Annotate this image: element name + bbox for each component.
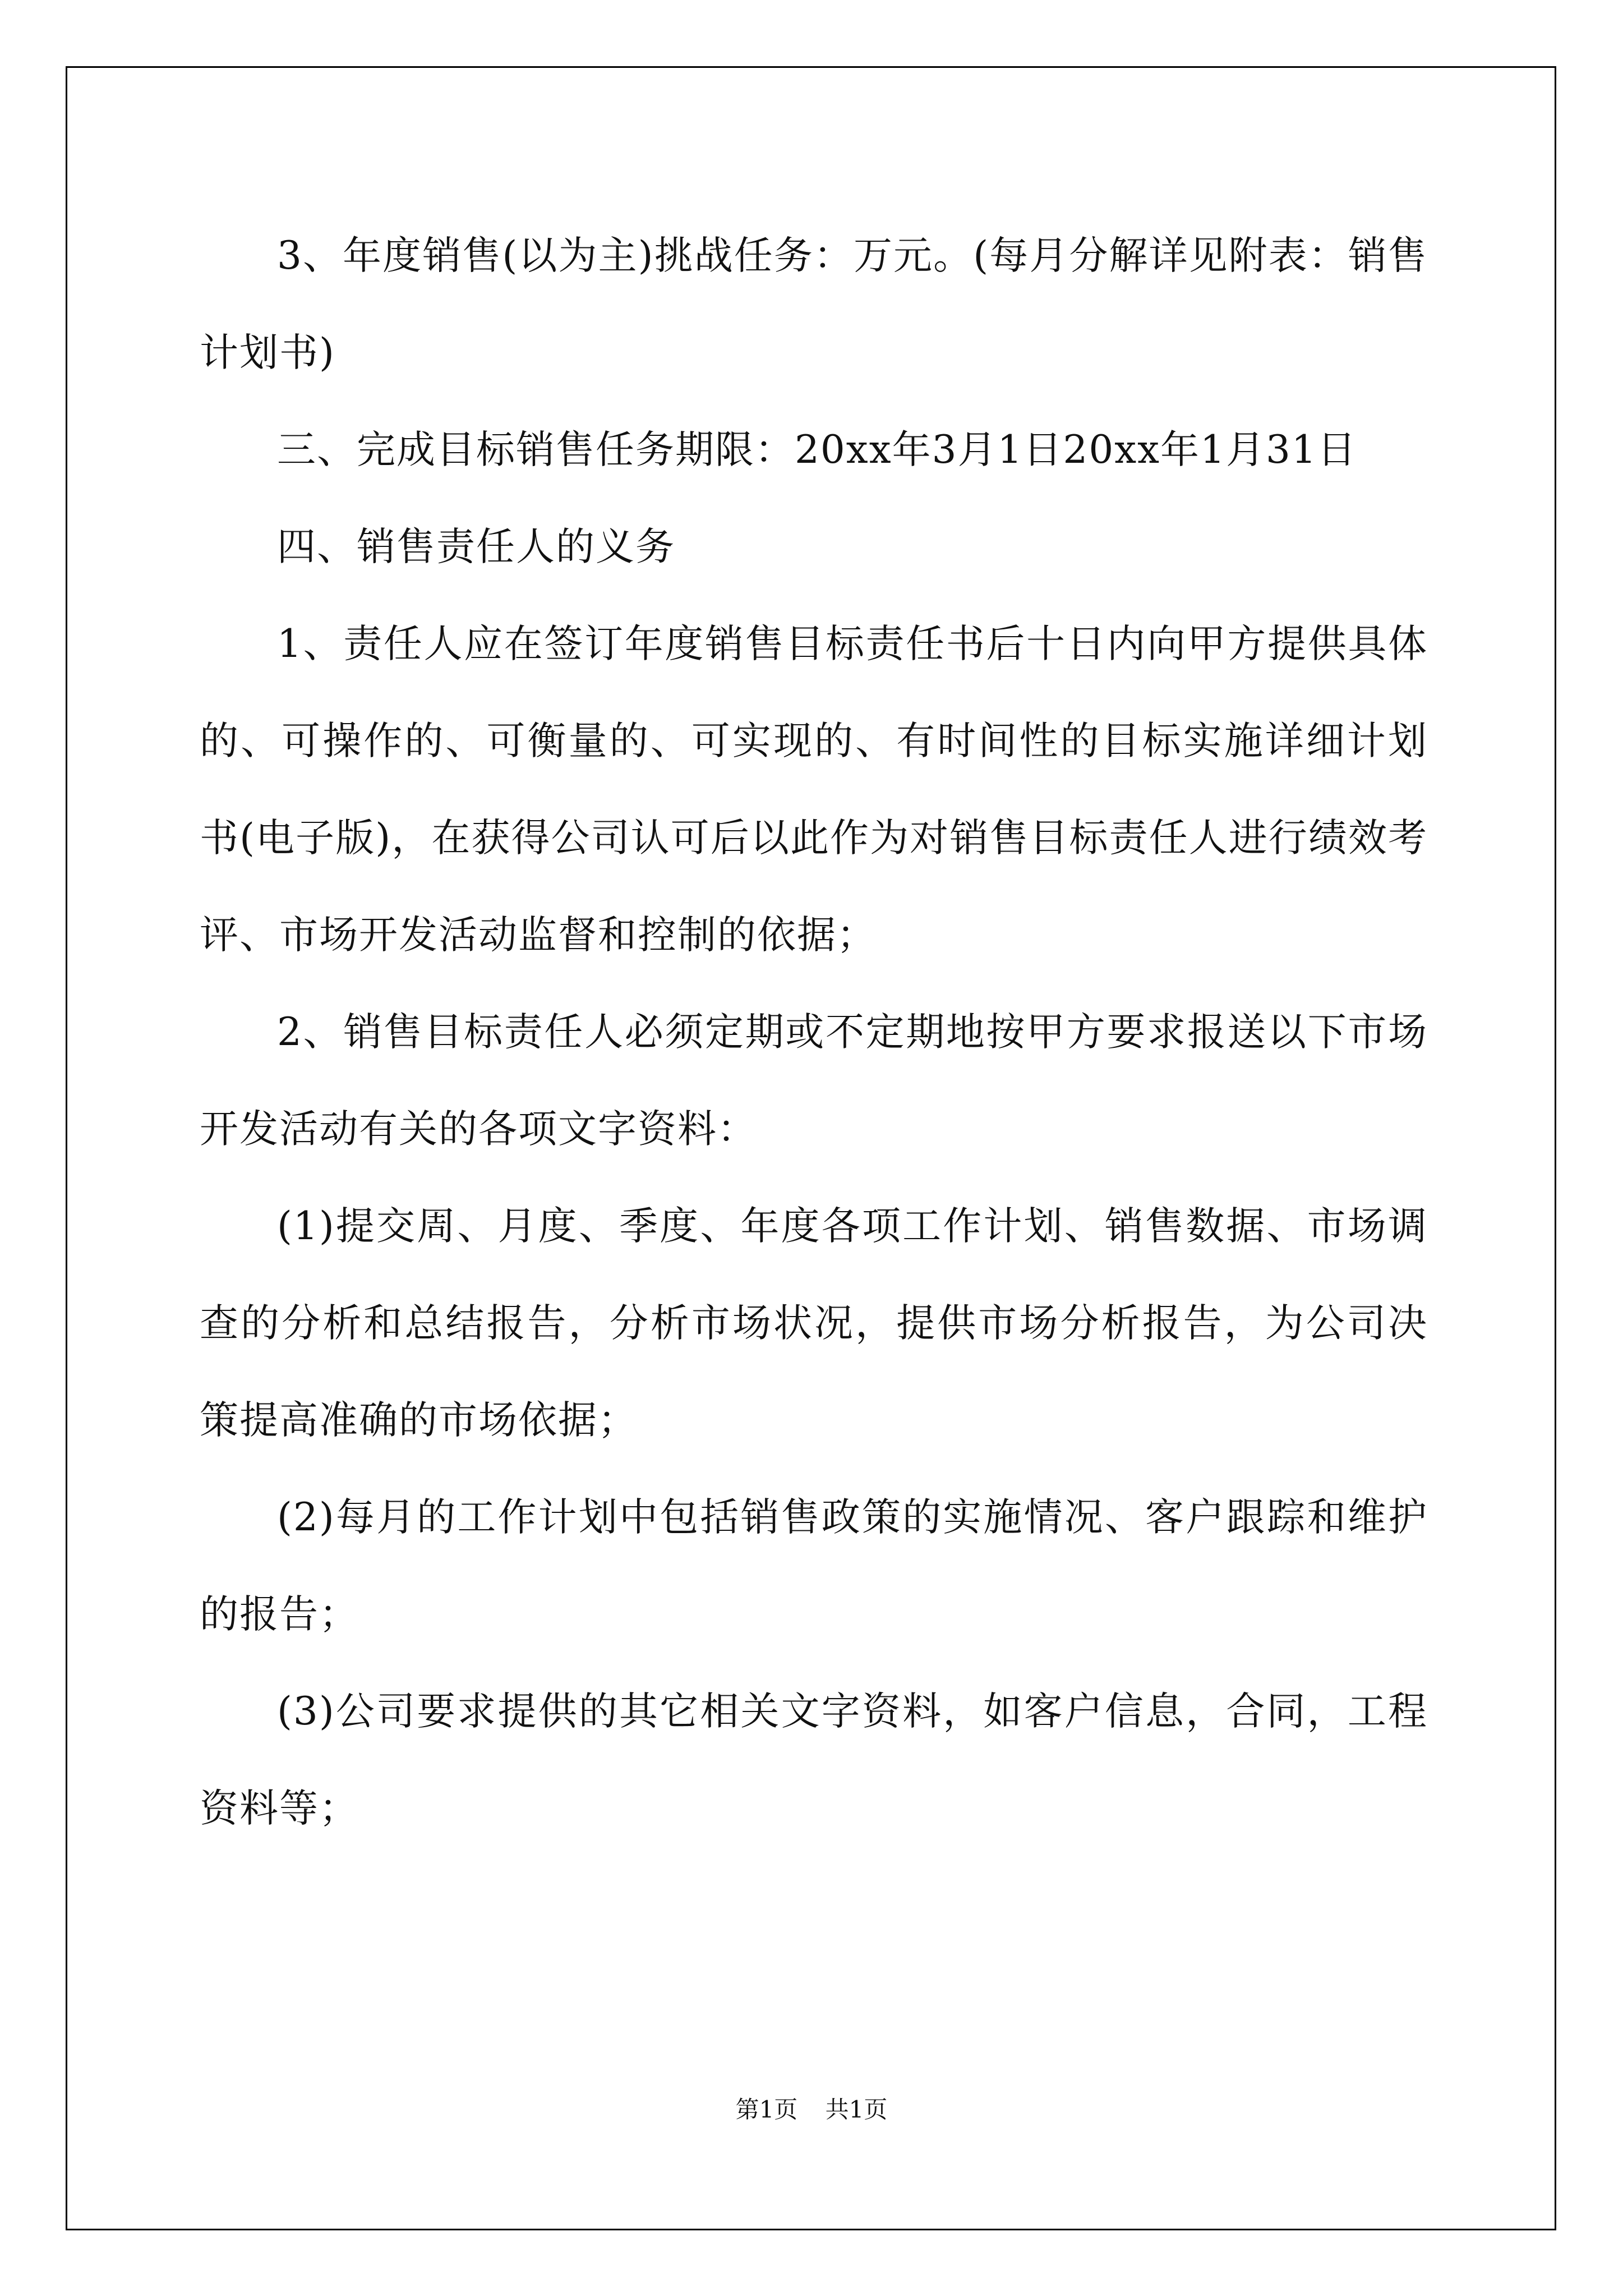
paragraph-obligation-2: 2、销售目标责任人必须定期或不定期地按甲方要求报送以下市场开发活动有关的各项文字资料：: [200, 1010, 1428, 1152]
section-heading-obligations: 四、销售责任人的义务: [277, 524, 675, 569]
paragraph-task-deadline: 三、完成目标销售任务期限：20xx年3月1日20xx年1月31日: [277, 427, 1357, 472]
paragraph-item-3: (3)公司要求提供的其它相关文字资料，如客户信息，合同，工程资料等；: [200, 1689, 1428, 1831]
page-number: 第1页: [735, 2096, 798, 2123]
paragraph-annual-challenge-task: 3、年度销售(以为主)挑战任务：万元。(每月分解详见附表：销售计划书): [200, 233, 1428, 375]
paragraph-item-2: (2)每月的工作计划中包括销售政策的实施情况、客户跟踪和维护的报告；: [200, 1495, 1428, 1637]
paragraph-item-1: (1)提交周、月度、季度、年度各项工作计划、销售数据、市场调查的分析和总结报告，分析市场状况，提供市场分析报告，为公司决策提高准确的市场依据；: [200, 1204, 1428, 1443]
page-total: 共1页: [825, 2096, 888, 2123]
document-body: [200, 208, 1428, 1857]
page-footer: [0, 2091, 1623, 2125]
paragraph-obligation-1: 1、责任人应在签订年度销售目标责任书后十日内向甲方提供具体的、可操作的、可衡量的、可实现的、有时间性的目标实施详细计划书(电子版)，在获得公司认可后以此作为对销售目标责任人进行绩效考评、市场开发活动监督和控制的依据；: [200, 622, 1428, 958]
